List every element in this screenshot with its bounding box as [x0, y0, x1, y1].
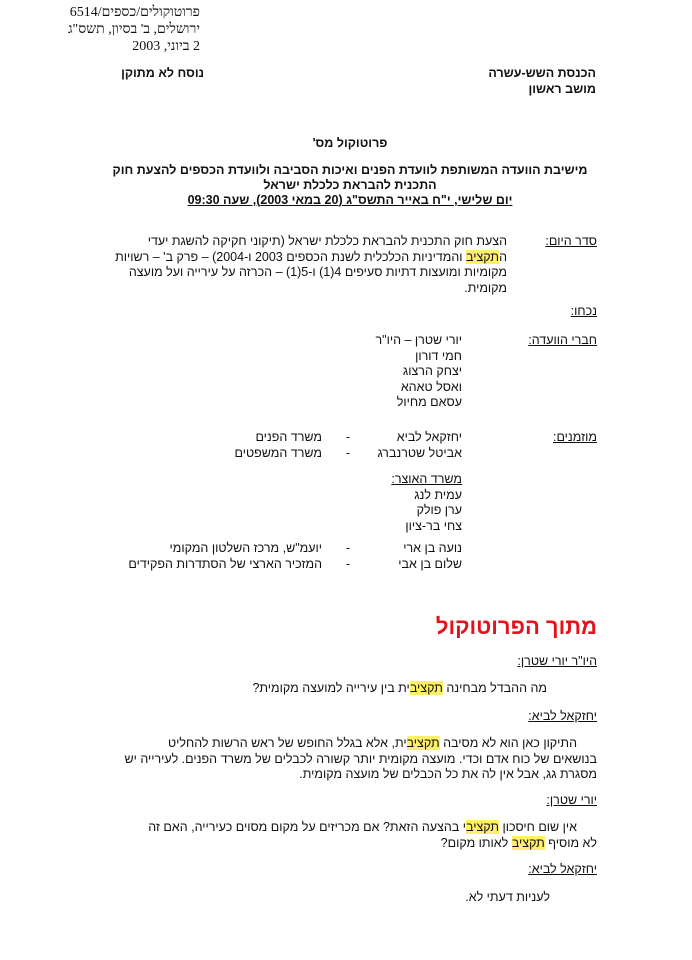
- meeting-title-line1: מישיבת הוועדה המשותפת לוועדת הפנים ואיכות הסביבה ולוועדת הכספים להצעת חוק: [112, 163, 588, 177]
- agenda-line: הצעת חוק התכנית להבראת כלכלת ישראל (תיקוני חקיקה להשגת יעדי: [147, 234, 507, 248]
- protocol-number: פרוטוקול מס': [312, 136, 388, 150]
- committee-members: [375, 333, 462, 411]
- meeting-title: [60, 163, 640, 208]
- text: בנושאים של כוח אדם וכדי. מועצה מקומית יותר קשורה לכבלים של משרד הפנים. לעירייה יש: [124, 751, 597, 766]
- highlight: תקציב: [466, 249, 500, 264]
- speech: [148, 820, 597, 851]
- agenda-line: מקומית.: [464, 280, 507, 295]
- text: מה ההבדל מבחינה: [442, 681, 547, 695]
- speaker-label: היו"ר יורי שטרן:: [517, 654, 597, 668]
- invitee-row: [128, 557, 462, 573]
- invited-list-2: [128, 541, 462, 572]
- speech: לעניות דעתי לא.: [465, 890, 550, 904]
- highlight: תקציב: [511, 835, 545, 850]
- agenda-text: [115, 234, 507, 296]
- text: לא מוסיף: [544, 835, 597, 850]
- speaker-label: יורי שטרן:: [546, 793, 597, 807]
- member: עסאם מחיול: [396, 395, 462, 409]
- date-hebrew: ירושלים, ב' בסיון, תשס"ג: [67, 22, 200, 37]
- invitee-org: יועמ"ש, מרכז השלטון המקומי: [169, 541, 322, 555]
- knesset-label: הכנסת השש-עשרה: [488, 66, 596, 80]
- invitee-org: המזכיר הארצי של הסתדרות הפקידים: [128, 556, 322, 571]
- text: ית בין עירייה למועצה מקומית?: [252, 681, 410, 695]
- invitee-name: עמית לנג: [414, 487, 462, 502]
- treasury-label: משרד האוצר:: [391, 472, 462, 486]
- present-label: נכחו:: [570, 304, 597, 318]
- speaker-label: יחזקאל לביא:: [528, 709, 597, 723]
- invitee-org: משרד הפנים: [255, 430, 322, 444]
- invitee-name: שלום בן אבי: [398, 556, 462, 571]
- invited-list: [235, 430, 462, 461]
- highlight: תקציב: [465, 820, 500, 834]
- invited-label: מוזמנים:: [552, 430, 597, 444]
- invitee-name: נועה בן ארי: [403, 541, 462, 555]
- text: התיקון כאן הוא לא מסיבה: [439, 736, 577, 750]
- agenda-label: סדר היום:: [545, 234, 597, 248]
- file-ref: פרוטוקולים/כספים/6514: [69, 5, 200, 20]
- text: ה: [499, 249, 507, 264]
- invitee-row: [235, 430, 462, 446]
- header-left: [68, 4, 200, 55]
- member: ואסל טאהא: [400, 379, 462, 394]
- header-right: [488, 66, 596, 97]
- text: מסגרת גג, אבל אין לה את כל הכבלים של מועצה מקומית.: [299, 767, 597, 781]
- speech: [124, 736, 597, 783]
- invitee-row: [235, 446, 462, 462]
- dash: -: [345, 445, 350, 460]
- invitee-name: צחי בר-ציון: [405, 518, 462, 533]
- member: חמי דורון: [415, 348, 462, 363]
- dash: -: [345, 430, 350, 444]
- excerpt-heading: מתוך הפרוטוקול: [435, 614, 597, 639]
- invitee-org: משרד המשפטים: [234, 445, 322, 460]
- meeting-date: יום שלישי, י"ח באייר התשס"ג (20 במאי 2003), שעה 09:30: [187, 193, 513, 207]
- member: יורי שטרן – היו"ר: [375, 333, 462, 347]
- speech: [252, 681, 547, 697]
- text: והמדיניות הכלכלית לשנת הכספים 2003 ו-2004) – פרק ב' – רשויות: [115, 249, 467, 264]
- invitee-name: אביטל שטרנברג: [377, 445, 462, 460]
- session-label: מושב ראשון: [528, 81, 596, 96]
- highlight: תקציב: [406, 736, 440, 750]
- committee-label: חברי הוועדה:: [528, 333, 597, 347]
- text: אין שום חיסכון: [499, 820, 577, 834]
- agenda-line: מקומיות ומועצות דתיות סעיפים 4(1) ו-5(1) – הכרזה על עירייה ועל מועצה: [128, 265, 507, 279]
- date-gregorian: 2 ביוני, 2003: [132, 39, 200, 54]
- meeting-title-line2: התכנית להבראת כלכלת ישראל: [263, 178, 437, 192]
- invitee-row: [128, 541, 462, 557]
- agenda-line: [115, 250, 507, 266]
- highlight: תקציב: [409, 681, 443, 695]
- speaker-label: יחזקאל לביא:: [528, 862, 597, 876]
- invitee-name: יחזקאל לביא: [396, 430, 462, 444]
- dash: -: [345, 556, 350, 571]
- invitee-name: ערן פולק: [416, 503, 462, 517]
- text: י בהצעה הזאת? אם מכריזים על מקום מסוים כעירייה, האם זה: [148, 820, 466, 834]
- member: יצחק הרצוג: [402, 364, 462, 378]
- treasury-group: [391, 472, 462, 534]
- text: ית, אלא בגלל החופש של ראש הרשות להחליט: [168, 736, 407, 750]
- text: לאותו מקום?: [440, 835, 512, 850]
- dash: -: [345, 541, 350, 555]
- draft-notice: נוסח לא מתוקן: [121, 66, 204, 80]
